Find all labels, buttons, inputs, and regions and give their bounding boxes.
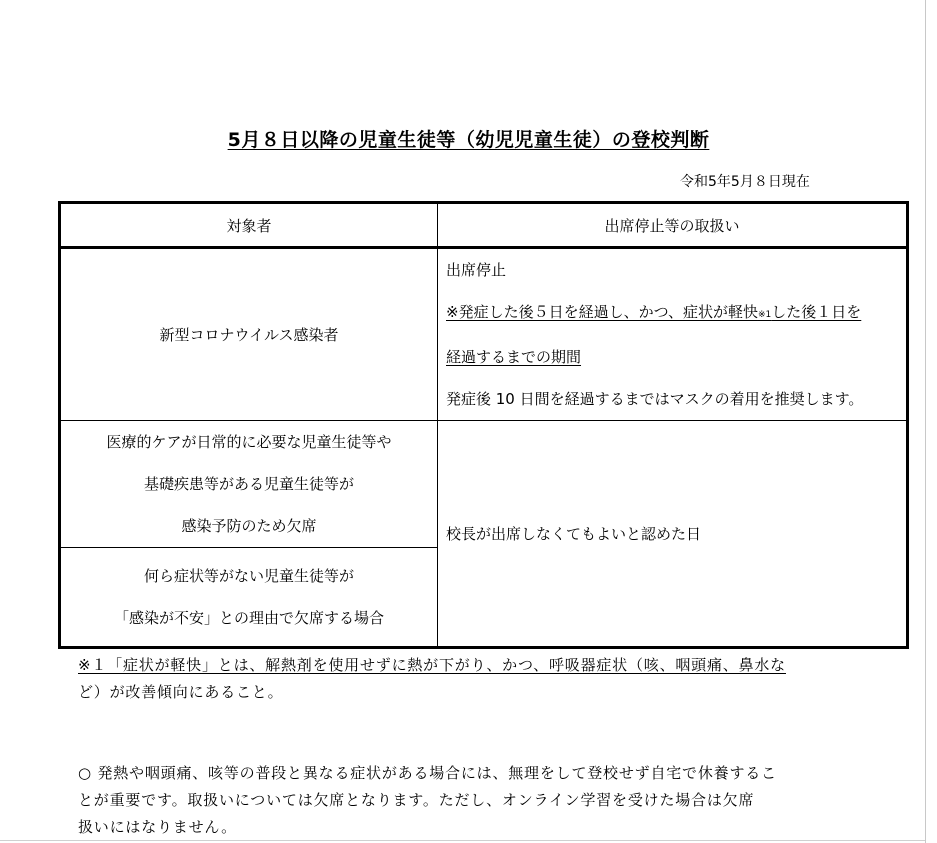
attendance-table bbox=[58, 201, 909, 649]
row1-condition-line2: 経過するまでの期間 bbox=[446, 348, 582, 366]
footnote: ※１「症状が軽快」とは、解熱剤を使用せずに熱が下がり、かつ、呼吸器症状（咳、咽頭痛、鼻水な ど）が改善傾向にあること。 bbox=[78, 656, 786, 701]
row1-target: 新型コロナウイルス感染者 bbox=[60, 248, 438, 421]
shared-treatment: 校長が出席しなくてもよいと認めた日 bbox=[438, 421, 908, 648]
row1-heading: 出席停止 bbox=[446, 261, 507, 279]
header-treatment: 出席停止等の取扱い bbox=[438, 203, 908, 248]
document-title: 5月８日以降の児童生徒等（幼児児童生徒）の登校判断 bbox=[227, 129, 710, 151]
row3-target: 何ら症状等がない児童生徒等が 「感染が不安」との理由で欠席する場合 bbox=[60, 548, 438, 648]
document-date: 令和5年5月８日現在 bbox=[680, 174, 810, 190]
note: ○ 発熱や咽頭痛、咳等の普段と異なる症状がある場合には、無理をして登校せず自宅で休養するこ とが重要です。取扱いについては欠席となります。ただし、オンライン学習を受けた場合は欠席 扱いにはなりません。 bbox=[78, 764, 777, 836]
row1-mask-note: 発症後 10 日間を経過するまではマスクの着用を推奨します。 bbox=[446, 390, 864, 408]
header-target: 対象者 bbox=[60, 203, 438, 248]
row1-treatment bbox=[438, 248, 908, 421]
row2-target: 医療的ケアが日常的に必要な児童生徒等や 基礎疾患等がある児童生徒等が 感染予防のため欠席 bbox=[60, 421, 438, 548]
row1-condition-line1: ※発症した後５日を経過し、かつ、症状が軽快※1した後１日を bbox=[446, 303, 862, 321]
